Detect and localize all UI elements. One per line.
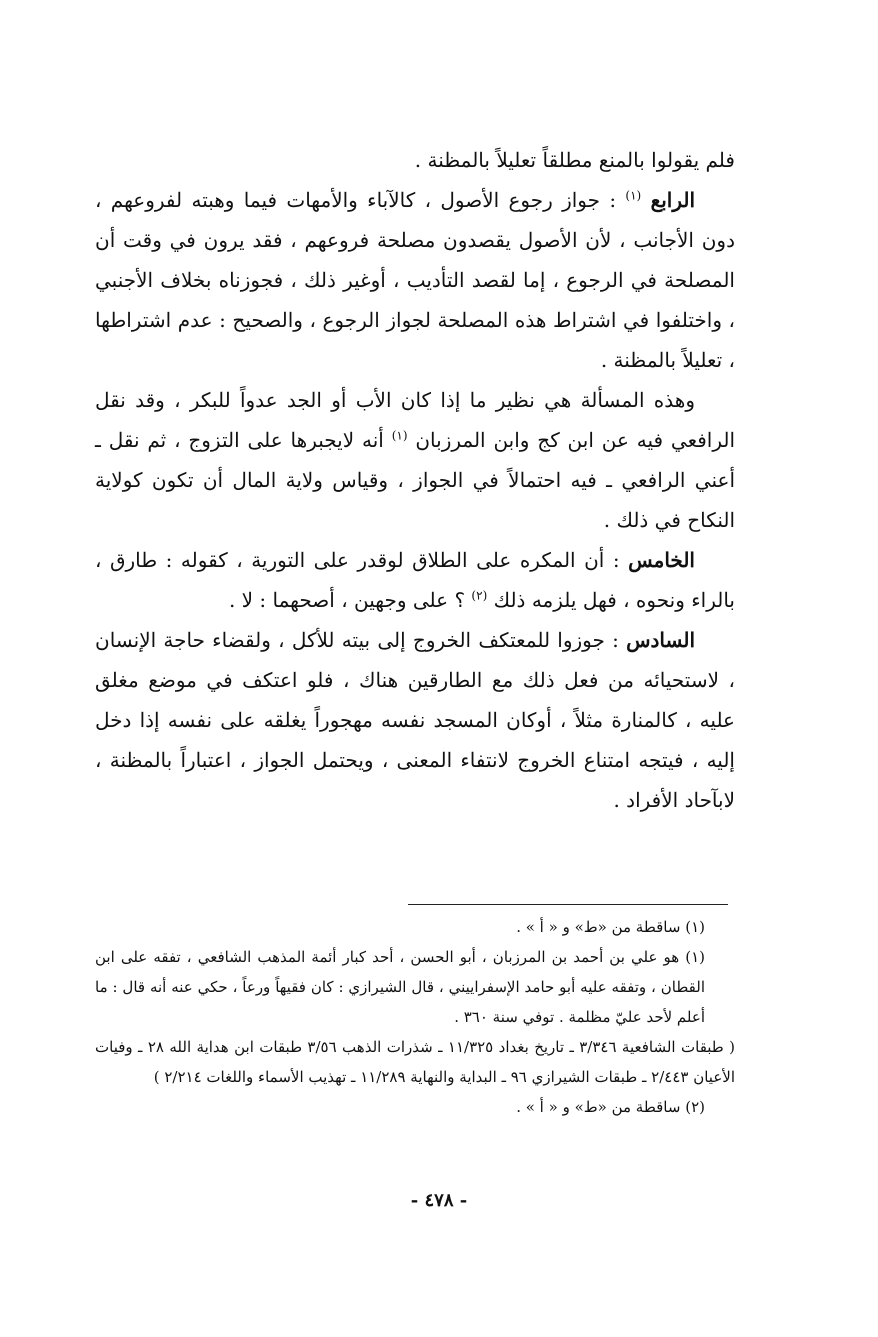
paragraph-opening-text: فلم يقولوا بالمنع مطلقاً تعليلاً بالمظنة .	[414, 148, 735, 172]
paragraph-opening	[95, 140, 735, 180]
paragraph-analogy	[95, 380, 735, 540]
paragraph-fifth-text-b: ؟ على وجهين ، أصحهما : لا .	[228, 588, 466, 612]
paragraph-sixth-heading: السادس	[626, 628, 695, 652]
footnotes	[95, 912, 735, 1122]
footnote-3: (٢) ساقطة من «ط» و « أ » .	[516, 1098, 705, 1116]
footnote-divider	[408, 904, 728, 905]
paragraph-fourth-text: : جواز رجوع الأصول ، كالآباء والأمهات فيما وهبته لفروعهم ، دون الأجانب ، لأن الأصول يقصدون مصلحة فروعهم ، فقد يرون في وقت أن المصلحة في الرجوع ، إما لقصد التأديب ، أوغير ذلك ، فجوزناه بخلاف الأجنبي ، واختلفوا في اشتراط هذه المصلحة لجواز الرجوع ، والصحيح : عدم اشتراطها ، تعليلاً بالمظنة .	[95, 188, 735, 372]
footnote-ref: (١)	[391, 428, 408, 443]
paragraph-analogy-text-a: وهذه المسألة هي نظير ما إذا كان الأب أو الجد عدواً للبكر ، وقد نقل الرافعي فيه عن ابن كج وابن المرزبان	[95, 388, 736, 452]
paragraph-fifth	[95, 540, 735, 620]
paragraph-fourth-heading: الرابع	[650, 188, 696, 212]
paragraph-fifth-text-a: : أن المكره على الطلاق لوقدر على التورية ، كقوله : طارق ، بالراء ونحوه ، فهل يلزمه ذلك	[95, 548, 735, 612]
footnote-1: (١) ساقطة من «ط» و « أ » .	[516, 918, 705, 936]
paragraph-sixth	[95, 620, 735, 820]
footnote-2-bio: (١) هو علي بن أحمد بن المرزبان ، أبو الحسن ، أحد كبار أئمة المذهب الشافعي ، تفقه على ابن القطان ، وتفقه عليه أبو حامد الإسفراييني ، قال الشيرازي : كان فقيهاً ورعاً ، حكي عنه أنه قال : ما أعلم لأحد عليّ مظلمة . توفي سنة ٣٦٠ .	[95, 948, 705, 1026]
paragraph-fifth-heading: الخامس	[628, 548, 695, 572]
main-text	[95, 140, 735, 820]
page-number: - ٤٧٨ -	[410, 1190, 468, 1211]
paragraph-fourth	[95, 180, 735, 380]
footnote-ref: (١)	[625, 188, 642, 203]
paragraph-analogy-text-b: أنه لايجبرها على التزوج ، ثم نقل ـ أعني الرافعي ـ فيه احتمالاً في الجواز ، وقياس ولاية المال أن تكون كولاية النكاح في ذلك .	[95, 428, 735, 532]
footnote-2-sources: ( طبقات الشافعية ٣/٣٤٦ ـ تاريخ بغداد ١١/٣٢٥ ـ شذرات الذهب ٣/٥٦ طبقات ابن هداية الله ٢٨ ـ وفيات الأعيان ٢/٤٤٣ ـ طبقات الشيرازي ٩٦ ـ البداية والنهاية ١١/٢٨٩ ـ تهذيب الأسماء واللغات ٢/٢١٤ )	[95, 1038, 736, 1086]
footnote-ref: (٢)	[471, 588, 488, 603]
paragraph-sixth-text: : جوزوا للمعتكف الخروج إلى بيته للأكل ، ولقضاء حاجة الإنسان ، لاستحيائه من فعل ذلك مع الطارقين هناك ، فلو اعتكف في موضع مغلق عليه ، كالمنارة مثلاً ، أوكان المسجد نفسه مهجوراً يغلقه على نفسه إذا دخل إليه ، فيتجه امتناع الخروج لانتفاء المعنى ، ويحتمل الجواز ، اعتباراً بالمظنة ، لابآحاد الأفراد .	[95, 628, 735, 812]
